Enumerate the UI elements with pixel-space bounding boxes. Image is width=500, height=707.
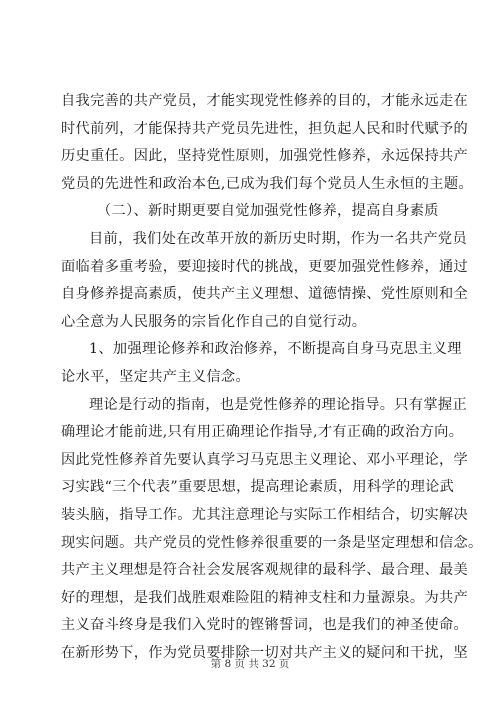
text-line: 现实问题。共产党员的党性修养很重要的一条是坚定理想和信念。	[61, 534, 483, 551]
text-line: 共产主义理想是符合社会发展客观规律的最科学、最合理、最美	[61, 562, 469, 579]
text-line: 面临着多重考验，要迎接时代的挑战，更要加强党性修养，通过	[61, 258, 469, 275]
text-line: 时代前列，才能保持共产党员先进性，担负起人民和时代赋予的	[61, 120, 469, 137]
text-line: 因此党性修养首先要认真学习马克思主义理论、邓小平理论，学	[61, 451, 469, 468]
subsection-heading-continued: 论水平，坚定共产主义信念。	[61, 368, 250, 385]
section-heading: （二）、新时期更要自觉加强党性修养，提高自身素质	[97, 203, 439, 220]
text-line: 心全意为人民服务的宗旨化作自己的自觉行动。	[61, 313, 367, 330]
text-line: 装头脑，指导工作。尤其注意理论与实际工作相结合，切实解决	[61, 506, 469, 523]
text-line: 自我完善的共产党员，才能实现党性修养的目的，才能永远走在	[61, 93, 469, 109]
text-line: 习实践“三个代表”重要思想，提高理论素质，用科学的理论武	[61, 479, 455, 496]
text-line: 主义奋斗终身是我们入党时的铿锵誓词，也是我们的神圣使命。	[61, 617, 469, 634]
page-number-footer: 第 8 页 共 32 页	[210, 658, 290, 670]
subsection-heading: 1、加强理论修养和政治修养，不断提高自身马克思主义理	[89, 341, 462, 358]
text-line: 在新形势下，作为党员要排除一切对共产主义的疑问和干扰，坚	[61, 644, 469, 661]
text-line: 历史重任。因此，坚持党性原则，加强党性修养，永远保持共产	[61, 148, 469, 165]
text-line: 党员的先进性和政治本色,已成为我们每个党员人生永恒的主题。	[61, 175, 473, 192]
text-line: 目前，我们处在改革开放的新历史时期，作为一名共产党员	[89, 230, 467, 247]
document-body	[61, 88, 483, 667]
text-line: 好的理想，是我们战胜艰难险阻的精神支柱和力量源泉。为共产	[61, 589, 469, 606]
text-line: 理论是行动的指南，也是党性修养的理论指导。只有掌握正	[89, 396, 467, 413]
text-line: 确理论才能前进,只有用正确理论作指导,才有正确的政治方向。	[61, 424, 464, 441]
text-line: 自身修养提高素质，使共产主义理想、道德情操、党性原则和全	[61, 286, 469, 303]
